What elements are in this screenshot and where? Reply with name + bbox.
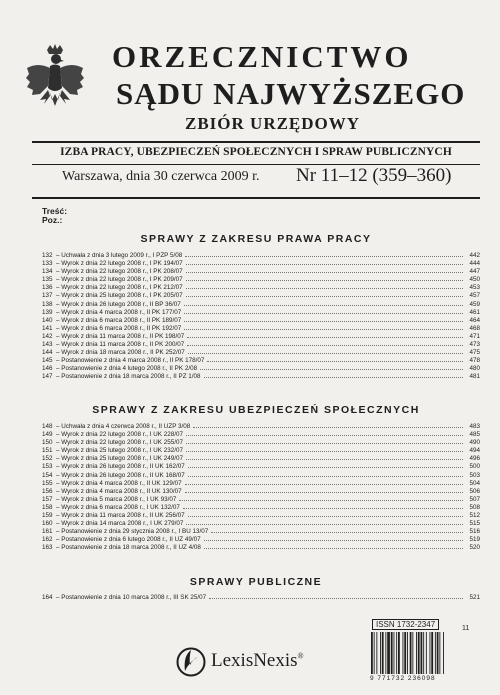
entry-page: 507 (469, 495, 480, 503)
entry-page: 483 (469, 423, 480, 430)
entry-number: 144 (42, 349, 53, 357)
content-label: Treść: (42, 206, 68, 216)
entry-description: – Uchwała z dnia 3 lutego 2009 r., I PZP 5/08 (56, 252, 183, 259)
entry-page: 494 (469, 447, 480, 455)
entry-description: – Wyrok z dnia 4 marca 2008 r., II UK 129/07 (56, 479, 182, 487)
entry-page: 515 (469, 520, 480, 528)
dot-leader (185, 479, 463, 485)
dot-leader (211, 527, 463, 533)
entry-number: 151 (42, 447, 53, 455)
entry-description: – Wyrok z dnia 22 lutego 2008 r., I PK 212/07 (56, 284, 183, 292)
entry-description: – Postanowienie z dnia 4 lutego 2008 r., II PK 2/08 (56, 365, 198, 373)
issue-code: 11 (462, 625, 470, 632)
entry-description: – Postanowienie z dnia 4 marca 2008 r., II PK 178/07 (56, 357, 205, 365)
toc-entry (42, 543, 480, 551)
entry-number: 135 (42, 276, 53, 284)
dot-leader (186, 438, 463, 444)
entry-number: 148 (42, 423, 53, 430)
entry-description: – Wyrok z dnia 22 lutego 2008 r., I UK 255/07 (56, 439, 184, 447)
divider-bottom (32, 197, 480, 199)
entry-page: 457 (469, 292, 480, 300)
entry-description: – Wyrok z dnia 25 lutego 2008 r., I UK 232/07 (56, 447, 184, 455)
lexisnexis-logo-icon (176, 647, 206, 677)
entry-description: – Wyrok z dnia 4 marca 2008 r., II UK 130/07 (56, 487, 182, 495)
toc-entry (42, 438, 480, 446)
entry-number: 163 (42, 544, 53, 552)
entry-page: 471 (469, 332, 480, 340)
entry-description: – Wyrok z dnia 6 marca 2008 r., II PK 189/07 (56, 316, 182, 324)
toc-entry (42, 372, 480, 380)
entry-page: 485 (469, 431, 480, 439)
entry-page: 468 (469, 324, 480, 332)
section-heading-labor-law: SPRAWY Z ZAKRESU PRAWA PRACY (140, 233, 372, 245)
dot-leader (186, 275, 463, 281)
toc-entry (42, 471, 480, 479)
toc-entry (42, 267, 480, 275)
entry-page: 520 (469, 544, 480, 552)
issue-number: Nr 11–12 (359–360) (296, 165, 452, 186)
entry-page: 442 (469, 252, 480, 259)
dot-leader (204, 372, 463, 378)
entry-page: 503 (469, 471, 480, 479)
entry-description: – Uchwała z dnia 4 czerwca 2008 r., II UZP 3/08 (56, 423, 191, 430)
section-heading-social-insurance: SPRAWY Z ZAKRESU UBEZPIECZEŃ SPOŁECZNYCH (92, 404, 420, 416)
eagle-emblem-icon (24, 44, 86, 118)
entry-description: – Wyrok z dnia 26 lutego 2008 r., II UK 162/07 (56, 463, 185, 471)
toc-entry (42, 511, 480, 519)
section-heading-public-matters: SPRAWY PUBLICZNE (189, 576, 323, 588)
entry-page: 506 (469, 487, 480, 495)
entry-page: 481 (469, 373, 480, 381)
entry-page: 504 (469, 479, 480, 487)
entry-number: 158 (42, 503, 53, 511)
entry-number: 142 (42, 332, 53, 340)
dot-leader (179, 495, 463, 501)
entries-labor-law (42, 251, 480, 381)
entry-page: 459 (469, 300, 480, 308)
dot-leader (187, 332, 463, 338)
entry-description: – Wyrok z dnia 22 lutego 2008 r., I UK 228/07 (56, 431, 184, 439)
dot-leader (186, 291, 463, 297)
entry-number: 147 (42, 373, 53, 381)
entry-page: 480 (469, 365, 480, 373)
divider-top (32, 141, 480, 143)
position-label: Poz.: (42, 215, 63, 225)
chamber-subtitle: IZBA PRACY, UBEZPIECZEŃ SPOŁECZNYCH I SPRAW PUBLICZNYCH (60, 146, 452, 158)
dot-leader (184, 300, 463, 306)
entry-number: 157 (42, 495, 53, 503)
toc-entry (42, 316, 480, 324)
entry-page: 444 (469, 260, 480, 268)
barcode-number: 9 771732 236098 (370, 675, 436, 682)
entry-number: 143 (42, 341, 53, 349)
dot-leader (186, 259, 463, 265)
dot-leader (183, 503, 463, 509)
registered-mark: ® (297, 651, 304, 661)
entry-page: 478 (469, 357, 480, 365)
entry-description: – Wyrok z dnia 11 marca 2008 r., II UK 256/07 (56, 512, 185, 520)
place-date: Warszawa, dnia 30 czerwca 2009 r. (62, 169, 260, 184)
entry-number: 145 (42, 357, 53, 365)
entry-description: – Wyrok z dnia 22 lutego 2008 r., I PK 208/07 (56, 268, 183, 276)
entry-description: – Wyrok z dnia 11 marca 2008 r., II PK 200/07 (56, 341, 185, 349)
toc-entry (42, 430, 480, 438)
entry-description: – Wyrok z dnia 18 marca 2008 r., II PK 252/07 (56, 349, 185, 357)
dot-leader (184, 316, 463, 322)
dot-leader (204, 535, 463, 541)
entry-description: – Wyrok z dnia 25 lutego 2008 r., I PK 205/07 (56, 292, 183, 300)
entry-page: 473 (469, 341, 480, 349)
dot-leader (188, 511, 463, 517)
publisher-name (211, 650, 304, 672)
entry-number: 153 (42, 463, 53, 471)
toc-entry (42, 259, 480, 267)
dot-leader (186, 283, 463, 289)
entry-number: 132 (42, 252, 53, 259)
toc-entry (42, 535, 480, 543)
entry-number: 160 (42, 520, 53, 528)
barcode-icon (370, 632, 466, 674)
entry-description: – Postanowienie z dnia 18 marca 2008 r., II PZ 1/08 (56, 373, 201, 381)
entry-number: 159 (42, 512, 53, 520)
entries-social-insurance (42, 422, 480, 552)
entry-number: 156 (42, 487, 53, 495)
dot-leader (184, 308, 463, 314)
entry-description: – Wyrok z dnia 6 marca 2008 r., II PK 192/07 (56, 324, 182, 332)
toc-entry (42, 495, 480, 503)
entry-number: 140 (42, 316, 53, 324)
entry-description: – Wyrok z dnia 14 marca 2008 r., I UK 279/07 (56, 520, 184, 528)
entry-number: 155 (42, 479, 53, 487)
entry-description: – Wyrok z dnia 6 marca 2008 r., I UK 132/07 (56, 503, 180, 511)
entry-description: – Postanowienie z dnia 18 marca 2008 r., II UZ 4/08 (56, 544, 201, 552)
entry-description: – Wyrok z dnia 22 lutego 2008 r., I PK 194/07 (56, 260, 183, 268)
entry-number: 149 (42, 431, 53, 439)
entry-page: 453 (469, 284, 480, 292)
entry-page: 500 (469, 463, 480, 471)
entry-page: 475 (469, 349, 480, 357)
toc-entry (42, 251, 480, 259)
toc-entry (42, 487, 480, 495)
dot-leader (188, 462, 463, 468)
dot-leader (186, 446, 463, 452)
dot-leader (204, 543, 463, 549)
entry-page: 450 (469, 276, 480, 284)
entry-number: 154 (42, 471, 53, 479)
toc-entry (42, 364, 480, 372)
toc-entry (42, 479, 480, 487)
toc-entry (42, 308, 480, 316)
entry-number: 141 (42, 324, 53, 332)
dot-leader (184, 324, 463, 330)
entry-page: 490 (469, 439, 480, 447)
entry-page: 496 (469, 455, 480, 463)
toc-entry (42, 332, 480, 340)
dot-leader (193, 422, 463, 428)
toc-entry (42, 454, 480, 462)
entry-number: 139 (42, 308, 53, 316)
entry-number: 133 (42, 260, 53, 268)
entry-number: 134 (42, 268, 53, 276)
entry-description: – Wyrok z dnia 26 lutego 2008 r., II BP 36/07 (56, 300, 181, 308)
entry-page: 516 (469, 528, 480, 536)
journal-title-line1: ORZECZNICTWO (112, 39, 412, 74)
toc-entry (42, 527, 480, 535)
entry-description: – Wyrok z dnia 22 lutego 2008 r., I PK 209/07 (56, 276, 183, 284)
entry-number: 146 (42, 365, 53, 373)
entry-page: 447 (469, 268, 480, 276)
entry-description: – Wyrok z dnia 25 lutego 2008 r., I UK 249/07 (56, 455, 184, 463)
entry-description: – Wyrok z dnia 4 marca 2008 r., II PK 177/07 (56, 308, 182, 316)
dot-leader (207, 356, 463, 362)
entry-description: – Postanowienie z dnia 29 stycznia 2008 r., I BU 13/07 (56, 528, 209, 536)
entry-number: 136 (42, 284, 53, 292)
entry-number: 138 (42, 300, 53, 308)
entry-page: 519 (469, 536, 480, 544)
entry-number: 137 (42, 292, 53, 300)
dot-leader (188, 348, 463, 354)
dot-leader (186, 267, 463, 273)
entry-number: 164 (42, 594, 53, 601)
issn-label: ISSN 1732-2347 (372, 619, 439, 630)
dot-leader (188, 471, 463, 477)
toc-entry (42, 503, 480, 511)
publisher-name-text: LexisNexis (211, 650, 298, 671)
entry-number: 162 (42, 536, 53, 544)
entry-page: 464 (469, 316, 480, 324)
dot-leader (200, 364, 463, 370)
dot-leader (186, 519, 463, 525)
toc-entry (42, 356, 480, 364)
entry-number: 161 (42, 528, 53, 536)
dot-leader (209, 593, 463, 599)
entry-description: – Wyrok z dnia 26 lutego 2008 r., II UK 168/07 (56, 471, 185, 479)
toc-entry (42, 519, 480, 527)
entry-description: – Postanowienie z dnia 6 lutego 2008 r., II UZ 49/07 (56, 536, 201, 544)
toc-entry (42, 324, 480, 332)
entries-public-matters (42, 593, 480, 601)
journal-subtitle-official: ZBIÓR URZĘDOWY (185, 114, 361, 133)
entry-description: – Wyrok z dnia 5 marca 2008 r., I UK 93/07 (56, 495, 177, 503)
entry-page: 508 (469, 503, 480, 511)
entry-description: – Postanowienie z dnia 10 marca 2008 r., III SK 25/07 (56, 594, 207, 601)
dot-leader (186, 430, 463, 436)
entry-number: 152 (42, 455, 53, 463)
toc-entry (42, 462, 480, 470)
toc-entry (42, 300, 480, 308)
toc-entry (42, 422, 480, 430)
toc-entry (42, 283, 480, 291)
dot-leader (185, 487, 463, 493)
dot-leader (186, 454, 463, 460)
toc-entry (42, 348, 480, 356)
journal-title-line2: SĄDU NAJWYŻSZEGO (116, 76, 466, 111)
toc-entry (42, 446, 480, 454)
entry-number: 150 (42, 439, 53, 447)
dot-leader (185, 251, 463, 257)
dot-leader (187, 340, 463, 346)
toc-entry (42, 275, 480, 283)
entry-page: 521 (469, 594, 480, 601)
toc-entry (42, 340, 480, 348)
entry-description: – Wyrok z dnia 11 marca 2008 r., II PK 198/07 (56, 332, 185, 340)
toc-entry (42, 593, 480, 601)
toc-entry (42, 291, 480, 299)
entry-page: 512 (469, 512, 480, 520)
entry-page: 461 (469, 308, 480, 316)
